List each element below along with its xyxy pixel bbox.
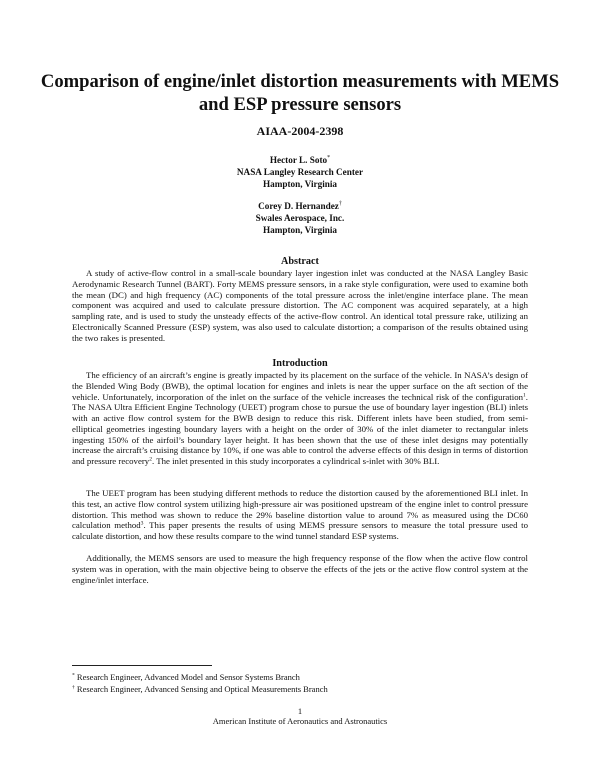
intro-paragraph-2: The UEET program has been studying different methods to reduce the distortion caused by the aforementioned BLI inlet. In this test, an active flow control system utilizing high-pressure air was positioned upstream of the engine inlet to control pressure distortion. This method was shown to reduce the 29% baseline distortion value to around 7% as measured using the DC60 calculation method$^3$. This paper presents the results of using MEMS pressure sensors to measure the total pressure used to calculate distortion, and how these results compare to the wind tunnel standard ESP systems. <box>72 488 528 541</box>
footnote-divider <box>72 665 212 666</box>
abstract-text: A study of active-flow control in a small-scale boundary layer ingestion inlet was conducted at the NASA Langley Basic Aerodynamic Research Tunnel (BART). Forty MEMS pressure sensors, in a rake style configuration, were used to examine both the mean (DC) and high frequency (AC) components of the total pressure across the inlet/engine interface plane. The mean component was acquired and used to calculate pressure distortion. The AC component was acquired separately, at a high sampling rate, and is used to study the unsteady effects of the active-flow control. An identical total pressure rake, utilizing an Electronically Scanned Pressure (ESP) system, was also used to calculate distortion; a comparison of the results obtained using the two rakes is presented. <box>72 268 528 343</box>
abstract-heading: Abstract <box>281 256 319 267</box>
author-footnote-mark: * <box>327 155 331 161</box>
author-location: Hampton, Virginia <box>262 225 338 236</box>
author-affiliation: NASA Langley Research Center <box>236 167 364 178</box>
paper-title: Comparison of engine/inlet distortion measurements with MEMS and ESP pressure sensors <box>40 71 560 115</box>
author-footnote-mark: † <box>338 201 342 207</box>
intro-paragraph-1: The efficiency of an aircraft’s engine is greatly impacted by its placement on the surface of the vehicle. In NASA’s design of the Blended Wing Body (BWB), the optimal location for engines and inlets is near the upper surface on the aft section of the vehicle. Unfortunately, incorporation of the inlet on the surface of the vehicle increases the technical risk of the configuration$^1$. The NASA Ultra Efficient Engine Technology (UEET) program chose to pursue the use of boundary layer ingestion (BLI) inlets with an active flow control system for the BWB design to reduce this risk. Different inlets have been studied, from semi-elliptical geometries ingesting boundary layers with a height on the order of 30% of the inlet diameter to rectangular inlets ingesting 150% of the airfoil’s boundary layer height. It has been shown that the use of these inlet designs may potentially increase the aircraft’s cruising distance by 10%, if one was able to control the adverse effects of this design in terms of distortion and pressure recovery$^2$. The inlet presented in this study incorporates a cylindrical s-inlet with 30% BLI. <box>72 370 528 466</box>
reference-marker: 2 <box>149 456 152 463</box>
author-block <box>0 152 600 191</box>
page-footer: American Institute of Aeronautics and Astronautics <box>212 716 388 726</box>
footnote: † Research Engineer, Advanced Sensing and Optical Measurements Branch <box>72 684 328 694</box>
report-number: AIAA-2004-2398 <box>256 124 344 138</box>
introduction-heading: Introduction <box>272 358 328 369</box>
author-affiliation: Swales Aerospace, Inc. <box>255 213 345 224</box>
author-name: Hector L. Soto* <box>269 155 331 165</box>
intro-paragraph-3: Additionally, the MEMS sensors are used to measure the high frequency response of the flow when the active flow control system was in operation, with the main objective being to observe the effects of the jets or the active flow control system at the engine/inlet interface. <box>72 553 528 585</box>
author-block <box>0 198 600 237</box>
reference-marker: 1 <box>523 392 526 398</box>
footnote: * Research Engineer, Advanced Model and Sensor Systems Branch <box>72 672 300 682</box>
author-location: Hampton, Virginia <box>262 179 338 190</box>
reference-marker: 3 <box>140 520 144 527</box>
author-name: Corey D. Hernandez† <box>258 201 342 211</box>
page-number: 1 <box>297 706 303 716</box>
